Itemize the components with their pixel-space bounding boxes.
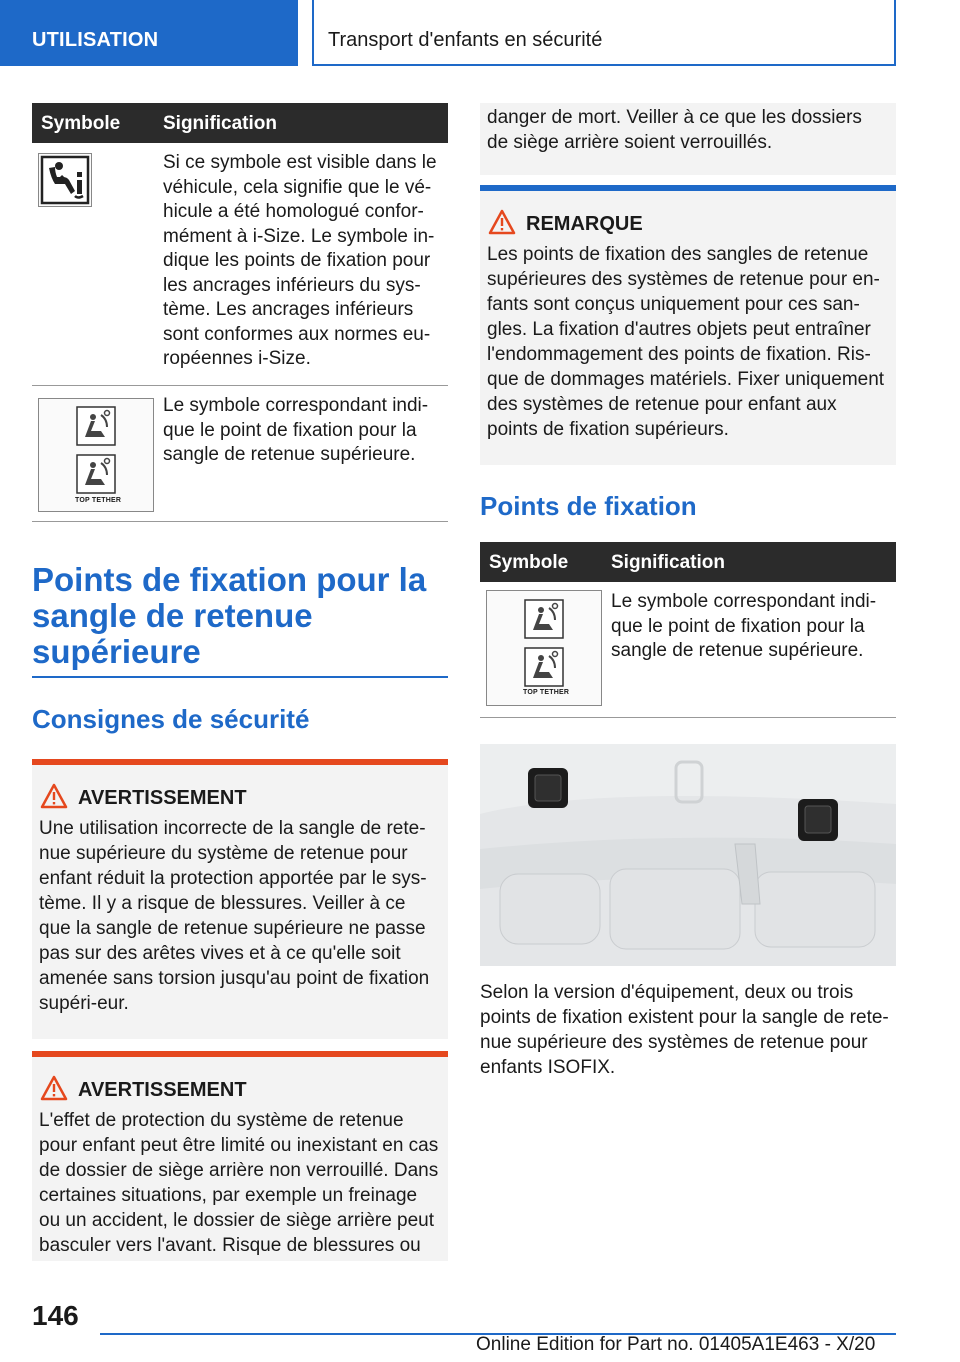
warning-triangle-icon (40, 783, 68, 815)
section-heading: Points de fixation pour la sangle de retenue supérieure (32, 562, 448, 678)
col-header-meaning: Signification (163, 113, 277, 134)
warning-continuation (480, 103, 896, 175)
warning-box (32, 1051, 448, 1261)
edition-note: Online Edition for Part no. 01405A1E463 - X/20 (476, 1334, 876, 1355)
note-title-row (526, 213, 888, 236)
warning-title: AVERTISSEMENT (78, 787, 247, 809)
row-description: Le symbole correspondant indi-que le point de fixation pour la sangle de retenue supérieure. (163, 395, 429, 465)
row-description: Le symbole correspondant indi-que le point de fixation pour la sangle de retenue supérieure. (611, 591, 877, 661)
table-header (480, 542, 896, 582)
warning-title-row (78, 1079, 440, 1102)
row-description: Si ce symbole est visible dans le véhicule, cela signifie que le vé-hicule a été homologué confor-mément à i-Size. Le symbole in-dique les points de fixation pour les ancrages inférieurs du sys-tème. Les ancrages inférieurs sont conformes aux normes eu-ropéennes i-Size. (163, 152, 437, 369)
right-column (480, 103, 896, 1080)
col-header-symbol: Symbole (41, 113, 121, 134)
warning-title: AVERTISSEMENT (78, 1079, 247, 1101)
note-text: Les points de fixation des sangles de retenue supérieures des systèmes de retenue pour en-fants sont conçus uniquement pour ces san-gles. La fixation d'autres objets peut entraîner l'endommagement des points de fixation. Ris-que de dommages matériels. Fixer uniquement des systèmes de retenue pour enfant aux points de fixation supérieurs. (487, 244, 885, 440)
table-row (32, 143, 448, 386)
warning-text: Une utilisation incorrecte de la sangle de rete-nue supérieure du système de retenue pour enfant réduit la protection apportée par le sys-tème. Il y a risque de blessures. Veiller à ce que la sangle de retenue supérieure ne passe pas sur des arêtes vives et à ce qu'elle soit amenée sans torsion jusqu'au point de fixation supéri-eur. (39, 818, 430, 1014)
warning-triangle-icon (488, 209, 516, 241)
seat-anchor-illustration (480, 744, 896, 966)
warning-triangle-icon (40, 1075, 68, 1107)
table-row (480, 582, 896, 718)
safety-heading: Consignes de sécurité (32, 704, 310, 734)
top-tether-icon (38, 398, 154, 512)
continuation-text: danger de mort. Veiller à ce que les dossiers de siège arrière soient verrouillés. (487, 107, 862, 153)
page-number: 146 (32, 1300, 79, 1331)
warning-text: L'effet de protection du système de retenue pour enfant peut être limité ou inexistant en cas de dossier de siège arrière non verrouillé. Dans certaines situations, par exemple un freinage ou un accident, le dossier de siège arrière peut basculer vers l'avant. Risque de blessures ou (39, 1110, 439, 1256)
col-header-symbol: Symbole (489, 552, 569, 573)
chapter-title: Transport d'enfants en sécurité (312, 0, 896, 66)
warning-title-row (78, 787, 440, 810)
isize-child-seat-icon (38, 153, 92, 207)
left-column (32, 103, 448, 1261)
warning-box (32, 759, 448, 1039)
fixation-heading: Points de fixation (480, 491, 697, 521)
col-header-meaning: Signification (611, 552, 725, 573)
symbol-table (480, 542, 896, 718)
section-tab: UTILISATION (0, 0, 298, 66)
note-box (480, 185, 896, 465)
top-tether-label: TOP TETHER (75, 497, 122, 504)
top-tether-label: TOP TETHER (523, 689, 570, 696)
figure-caption: Selon la version d'équipement, deux ou trois points de fixation existent pour la sangle de rete-nue supérieure des systèmes de retenue pour enfants ISOFIX. (480, 982, 889, 1078)
top-tether-icon (486, 590, 602, 706)
page-header (0, 0, 960, 66)
symbol-table (32, 103, 448, 522)
table-row (32, 386, 448, 522)
table-header (32, 103, 448, 143)
note-title: REMARQUE (526, 213, 643, 235)
